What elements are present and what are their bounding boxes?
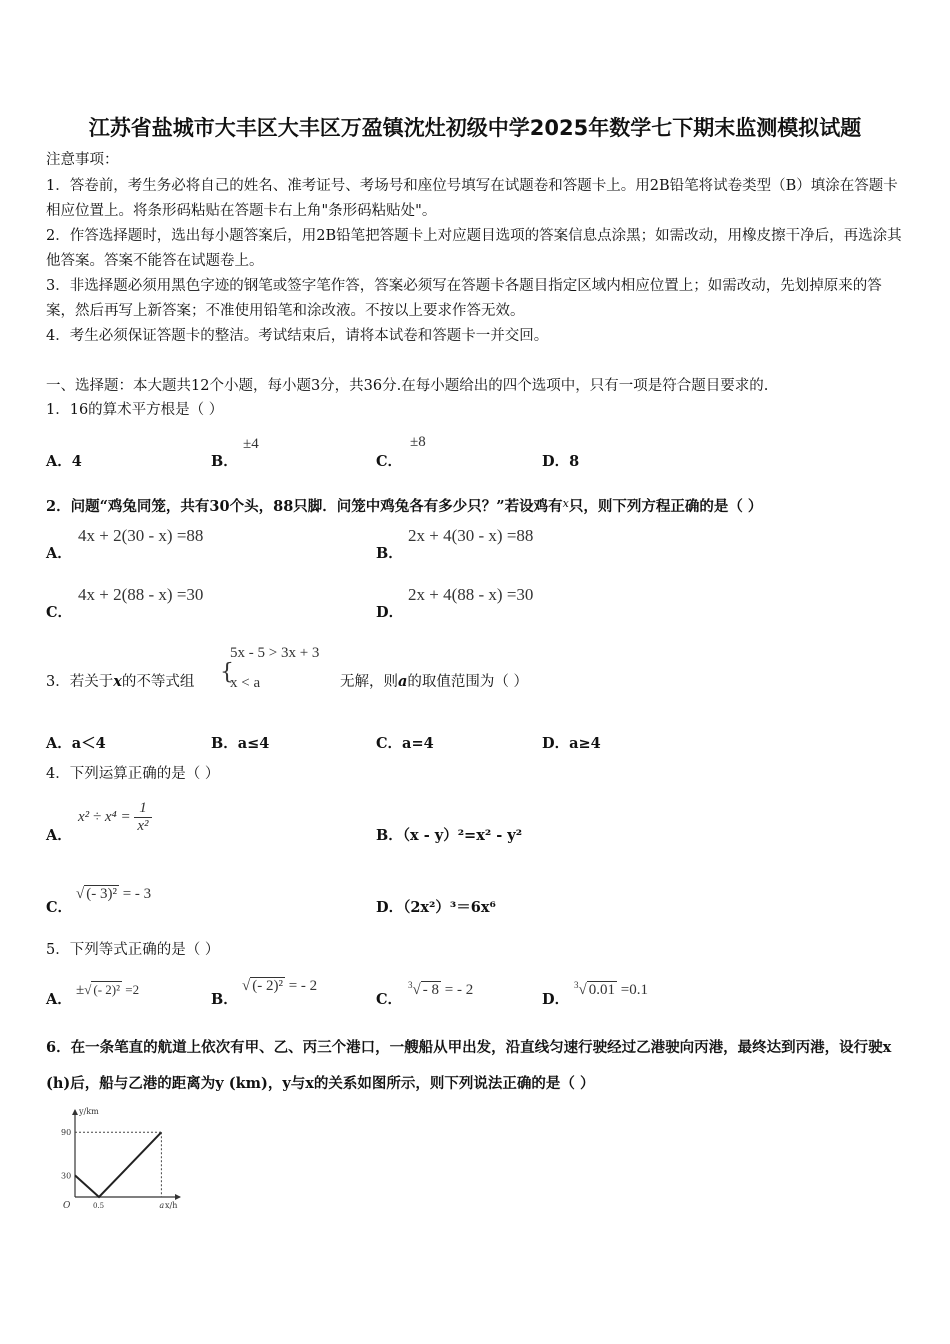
q5-option-c: C． bbox=[376, 991, 403, 1008]
q2-option-b-expr: 2x + 4(30 - x) =88 bbox=[408, 526, 534, 545]
q2-option-a-expr: 4x + 2(30 - x) =88 bbox=[78, 526, 204, 545]
q1-option-b: B． bbox=[211, 453, 238, 470]
q5-option-c-expr: $^3$√ - 8 = - 2 bbox=[408, 980, 474, 998]
q4-stem: 4．下列运算正确的是（ ） bbox=[46, 766, 220, 782]
q3-option-b: B．a≤4 bbox=[211, 735, 270, 752]
q5-stem: 5．下列等式正确的是（ ） bbox=[46, 942, 220, 958]
q1-option-b-value: ±4 bbox=[243, 436, 259, 452]
q4-option-d: D．（2x²）³＝6x⁶ bbox=[376, 899, 496, 916]
q3-stem: 3．若关于x的不等式组 bbox=[46, 673, 195, 690]
y-tick-label: 30 bbox=[61, 1171, 72, 1181]
q3-inequality-2: x < a bbox=[230, 675, 261, 691]
q3-brace: { bbox=[220, 660, 234, 685]
q5-option-a-expr: ±√ (- 2)² =2 bbox=[76, 982, 140, 998]
x-axis-label: x/h bbox=[165, 1201, 178, 1210]
x-tick-label: 0.5 bbox=[93, 1202, 105, 1210]
page-title: 江苏省盐城市大丰区大丰区万盈镇沈灶初级中学2025年数学七下期末监测模拟试题 bbox=[88, 116, 862, 140]
x-tick-label: a bbox=[159, 1201, 165, 1210]
q5-option-d: D． bbox=[542, 991, 570, 1008]
q2-option-a: A． bbox=[46, 545, 72, 562]
q1-option-c: C． bbox=[376, 453, 403, 470]
q3-option-a: A．a＜4 bbox=[46, 735, 106, 752]
q5-option-d-expr: $^3$√ 0.01 =0.1 bbox=[574, 980, 648, 998]
q2-stem: 2．问题“鸡兔同笼，共有30个头，88只脚．问笼中鸡兔各有多少只？”若设鸡有$^x$只，则下列方程正确的是（ ） bbox=[46, 497, 763, 515]
q2-option-b: B． bbox=[376, 545, 403, 562]
origin-label: O bbox=[63, 1201, 71, 1211]
q2-option-c-expr: 4x + 2(88 - x) =30 bbox=[78, 585, 204, 604]
q5-option-a: A． bbox=[46, 991, 72, 1008]
q6-stem: 6．在一条笔直的航道上依次有甲、乙、丙三个港口，一艘船从甲出发，沿直线匀速行驶经过乙港驶向丙港，最终达到丙港，设行驶x (h)后，船与乙港的距离为y (km)，y与x的关系如图所示，则下列说法正确的是（ ） bbox=[46, 1039, 892, 1092]
y-axis-label: y/km bbox=[79, 1107, 99, 1116]
q4-option-c: C． bbox=[46, 899, 73, 916]
q4-option-a: A． bbox=[46, 827, 72, 844]
y-tick-label: 90 bbox=[61, 1128, 72, 1138]
q1-option-c-value: ±8 bbox=[410, 434, 426, 450]
q1-stem: 1．16的算术平方根是（ ） bbox=[46, 402, 224, 418]
q3-inequality-1: 5x - 5 > 3x + 3 bbox=[230, 645, 320, 661]
notice-item-4: 4．考生必须保证答题卡的整洁。考试结束后，请将本试卷和答题卡一并交回。 bbox=[46, 328, 549, 344]
notice-item-1: 1．答卷前，考生务必将自己的姓名、准考证号、考场号和座位号填写在试题卷和答题卡上。用2B铅笔将试卷类型（B）填涂在答题卡相应位置上。将条形码粘贴在答题卡右上角"条形码粘贴处"。 bbox=[46, 178, 898, 219]
q3-option-d: D．a≥4 bbox=[542, 735, 601, 752]
q4-option-c-expr: √ (- 3)² = - 3 bbox=[76, 886, 152, 902]
q3-stem-end: 无解，则a的取值范围为（ ） bbox=[340, 673, 529, 690]
notice-item-2: 2．作答选择题时，选出每小题答案后，用2B铅笔把答题卡上对应题目选项的答案信息点涂黑；如需改动，用橡皮擦干净后，再选涂其他答案。答案不能答在试题卷上。 bbox=[46, 228, 902, 269]
notice-item-3: 3．非选择题必须用黑色字迹的钢笔或签字笔作答，答案必须写在答题卡各题目指定区域内相应位置上；如需改动，先划掉原来的答案，然后再写上新答案；不准使用铅笔和涂改液。不按以上要求作答无效。 bbox=[46, 278, 882, 319]
series-line bbox=[75, 1132, 161, 1197]
q2-option-d: D． bbox=[376, 604, 404, 621]
q5-option-b: B． bbox=[211, 991, 238, 1008]
q3-option-c: C．a=4 bbox=[376, 735, 434, 752]
q1-option-a: A．4 bbox=[46, 453, 82, 470]
q6-graph bbox=[40, 1100, 190, 1220]
q4-option-a-expr: x² ÷ x⁴ = $\frac{1}{\text{x²}}$ bbox=[78, 800, 152, 835]
q5-option-b-expr: √ (- 2)² = - 2 bbox=[242, 978, 318, 994]
section-heading: 一、选择题：本大题共12个小题，每小题3分，共36分.在每小题给出的四个选项中，只有一项是符合题目要求的. bbox=[46, 378, 769, 394]
q1-option-d: D．8 bbox=[542, 453, 580, 470]
q2-option-d-expr: 2x + 4(88 - x) =30 bbox=[408, 585, 534, 604]
notice-heading: 注意事项： bbox=[46, 152, 119, 168]
q2-option-c: C． bbox=[46, 604, 73, 621]
q4-option-b: B．（x - y）²=x² - y² bbox=[376, 827, 523, 844]
